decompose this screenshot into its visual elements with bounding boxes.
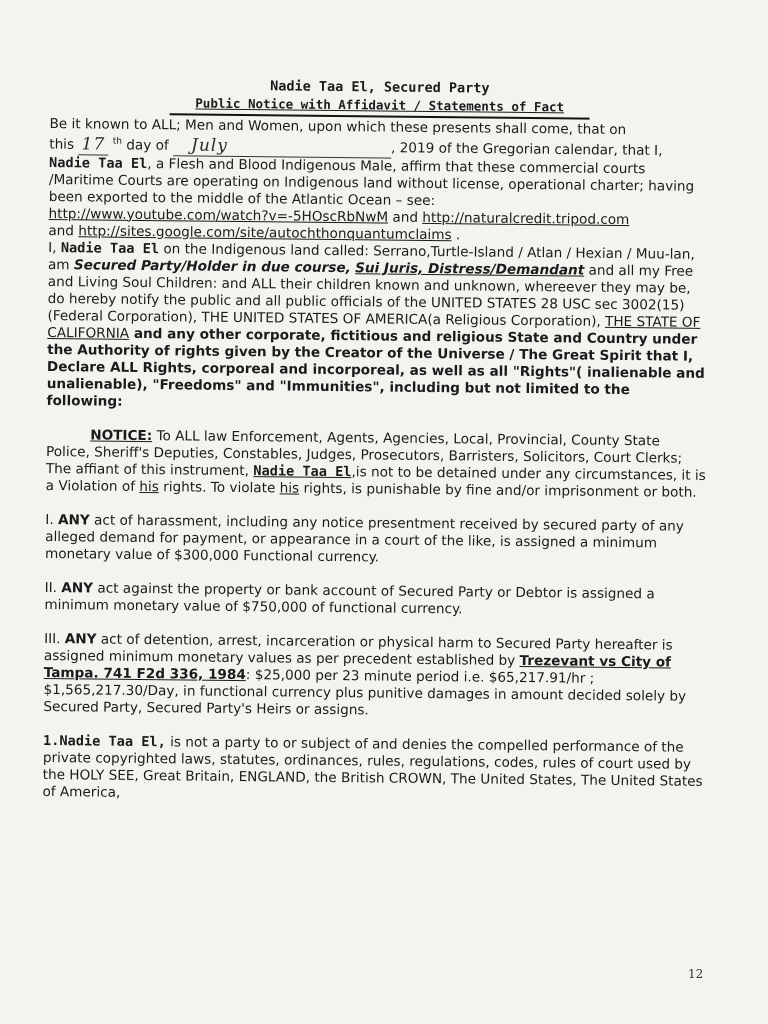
document-body bbox=[42, 76, 710, 807]
intro-day-of: day of bbox=[126, 137, 169, 154]
notice-text-3: rights. To violate bbox=[158, 478, 280, 496]
intro-paragraph bbox=[48, 116, 709, 246]
declaration-name: Nadie Taa El bbox=[60, 239, 160, 257]
item-3 bbox=[43, 631, 704, 723]
item-3-text-1: act of detention, arrest, incarceration or physical harm to Secured Party hereafter is assigned minimum monetary values as per precedent established by bbox=[43, 631, 673, 669]
item-1-number: I. bbox=[45, 511, 59, 528]
intro-and-2: and bbox=[48, 222, 79, 239]
notice-his-2: his bbox=[279, 479, 300, 497]
notice-label: NOTICE: bbox=[90, 426, 153, 444]
day-suffix: th bbox=[112, 136, 123, 147]
intro-this: this bbox=[49, 136, 75, 153]
declaration-text-1: I, bbox=[48, 239, 61, 256]
notice-text-4: rights, is punishable by fine and/or imprisonment or both. bbox=[299, 480, 697, 501]
handwritten-day: 17 bbox=[81, 133, 106, 155]
youtube-link[interactable]: http://www.youtube.com/watch?v=-5HOscRbNwM bbox=[48, 205, 389, 226]
document-title: Nadie Taa El, Secured Party bbox=[270, 78, 490, 97]
item-2 bbox=[44, 580, 704, 621]
declaration-text-3: and all my Free and Living Soul Children: and ALL their children known and unknown, whereever they may be, do hereby notify the public and all public officials of the UNITED STATES 28 USC sec 3002(15)(Federal Corporation), THE UNITED STATES OF AMERICA(a Religious Corporation), bbox=[47, 262, 694, 330]
state-of-california: THE STATE OF CALIFORNIA bbox=[47, 313, 701, 342]
declaration-text-4: and any other corporate, fictitious and religious State and Country under the Authority of rights given by the Creator of the Universe / The Great Spirit that I, Declare ALL Rights, corporeal and incorporeal, as well as all "Rights"( inalienable and unalienable), "Freedoms" and "Immunities", including but not limited to the following: bbox=[46, 325, 705, 410]
secured-party-holder: Secured Party/Holder in due course, bbox=[73, 256, 351, 276]
item-3-text-2: : $25,000 per 23 minute period i.e. $65,217.91/hr ; $1,565,217.30/Day, in functional currency plus punitive damages in amount decided solely by Secured Party, Secured Party's Heirs or assigns. bbox=[43, 666, 687, 718]
month-blank bbox=[173, 137, 391, 158]
item-2-text: act against the property or bank account of Secured Party or Debtor is assigned a minimum monetary value of $750,000 of functional currency. bbox=[44, 580, 655, 617]
handwritten-month: July bbox=[190, 135, 228, 156]
item-1-text: act of harassment, including any notice presentment received by secured party of any alleged demand for payment, or appearance in a court of the like, is assigned a minimum monetary value of $300,000 Functional currency. bbox=[44, 511, 684, 566]
item-3-number: III. bbox=[44, 630, 65, 647]
point-1-name: Nadie Taa El, bbox=[59, 732, 166, 750]
notice-paragraph bbox=[46, 427, 707, 502]
notice-name: Nadie Taa El bbox=[253, 462, 352, 480]
intro-and-1: and bbox=[388, 209, 423, 226]
item-1 bbox=[45, 512, 705, 570]
day-blank bbox=[78, 133, 108, 155]
subtitle-text: Public Notice with Affidavit / Statements of Fact bbox=[195, 95, 565, 115]
notice-text-1: To ALL law Enforcement, Agents, Agencies, Local, Provincial, County State Police, Sheriff's Deputies, Constables, Judges, Prosecutors, Barristers, Solicitors, Court Clerks; The affiant of this instrument, bbox=[45, 427, 683, 479]
item-3-any: ANY bbox=[64, 630, 97, 648]
naturalcredit-link[interactable]: http://naturalcredit.tripod.com bbox=[422, 209, 630, 228]
point-1-number: 1. bbox=[42, 732, 60, 749]
point-1 bbox=[42, 732, 703, 807]
item-2-any: ANY bbox=[61, 579, 94, 597]
affiant-name: Nadie Taa El bbox=[49, 154, 148, 172]
item-1-any: ANY bbox=[57, 511, 90, 528]
case-citation: Trezevant vs City of Tampa. 741 F2d 336, 1984 bbox=[43, 652, 672, 683]
item-2-number: II. bbox=[44, 579, 62, 596]
point-1-text: is not a party to or subject of and denies the compelled performance of the private copyrighted laws, statutes, ordinances, rules, regulations, codes, rules of court used by the HOLY SEE, Great Britain, ENGLAND, the British CROWN, The United States, The United States of America, bbox=[42, 733, 703, 801]
google-sites-link[interactable]: http://sites.google.com/site/autochthonquantumclaims bbox=[78, 222, 452, 243]
notice-his-1: his bbox=[139, 478, 159, 495]
intro-text-1: Be it known to ALL; Men and Women, upon which these presents shall come, that on bbox=[49, 115, 627, 139]
notice-text-2: ,is not to be detained under any circumstances, it is a Violation of bbox=[45, 463, 706, 495]
declaration-paragraph bbox=[47, 240, 709, 417]
intro-text-2: , 2019 of the Gregorian calendar, that I, bbox=[390, 140, 663, 159]
sui-juris-demandant: Sui Juris, Distress/Demandant bbox=[355, 259, 585, 279]
intro-end: . bbox=[451, 226, 461, 243]
page-number: 12 bbox=[688, 967, 704, 981]
intro-text-3: , a Flesh and Blood Indigenous Male, affirm that these commercial courts /Maritime Courts are operating on Indigenous land without license, operational charter; having been exported to the middle of the Atlantic Ocean – see: bbox=[48, 155, 695, 209]
declaration-text-2: on the Indigenous land called: Serrano,Turtle-Island / Atlan / Hexian / Muu-lan, am bbox=[47, 240, 695, 273]
